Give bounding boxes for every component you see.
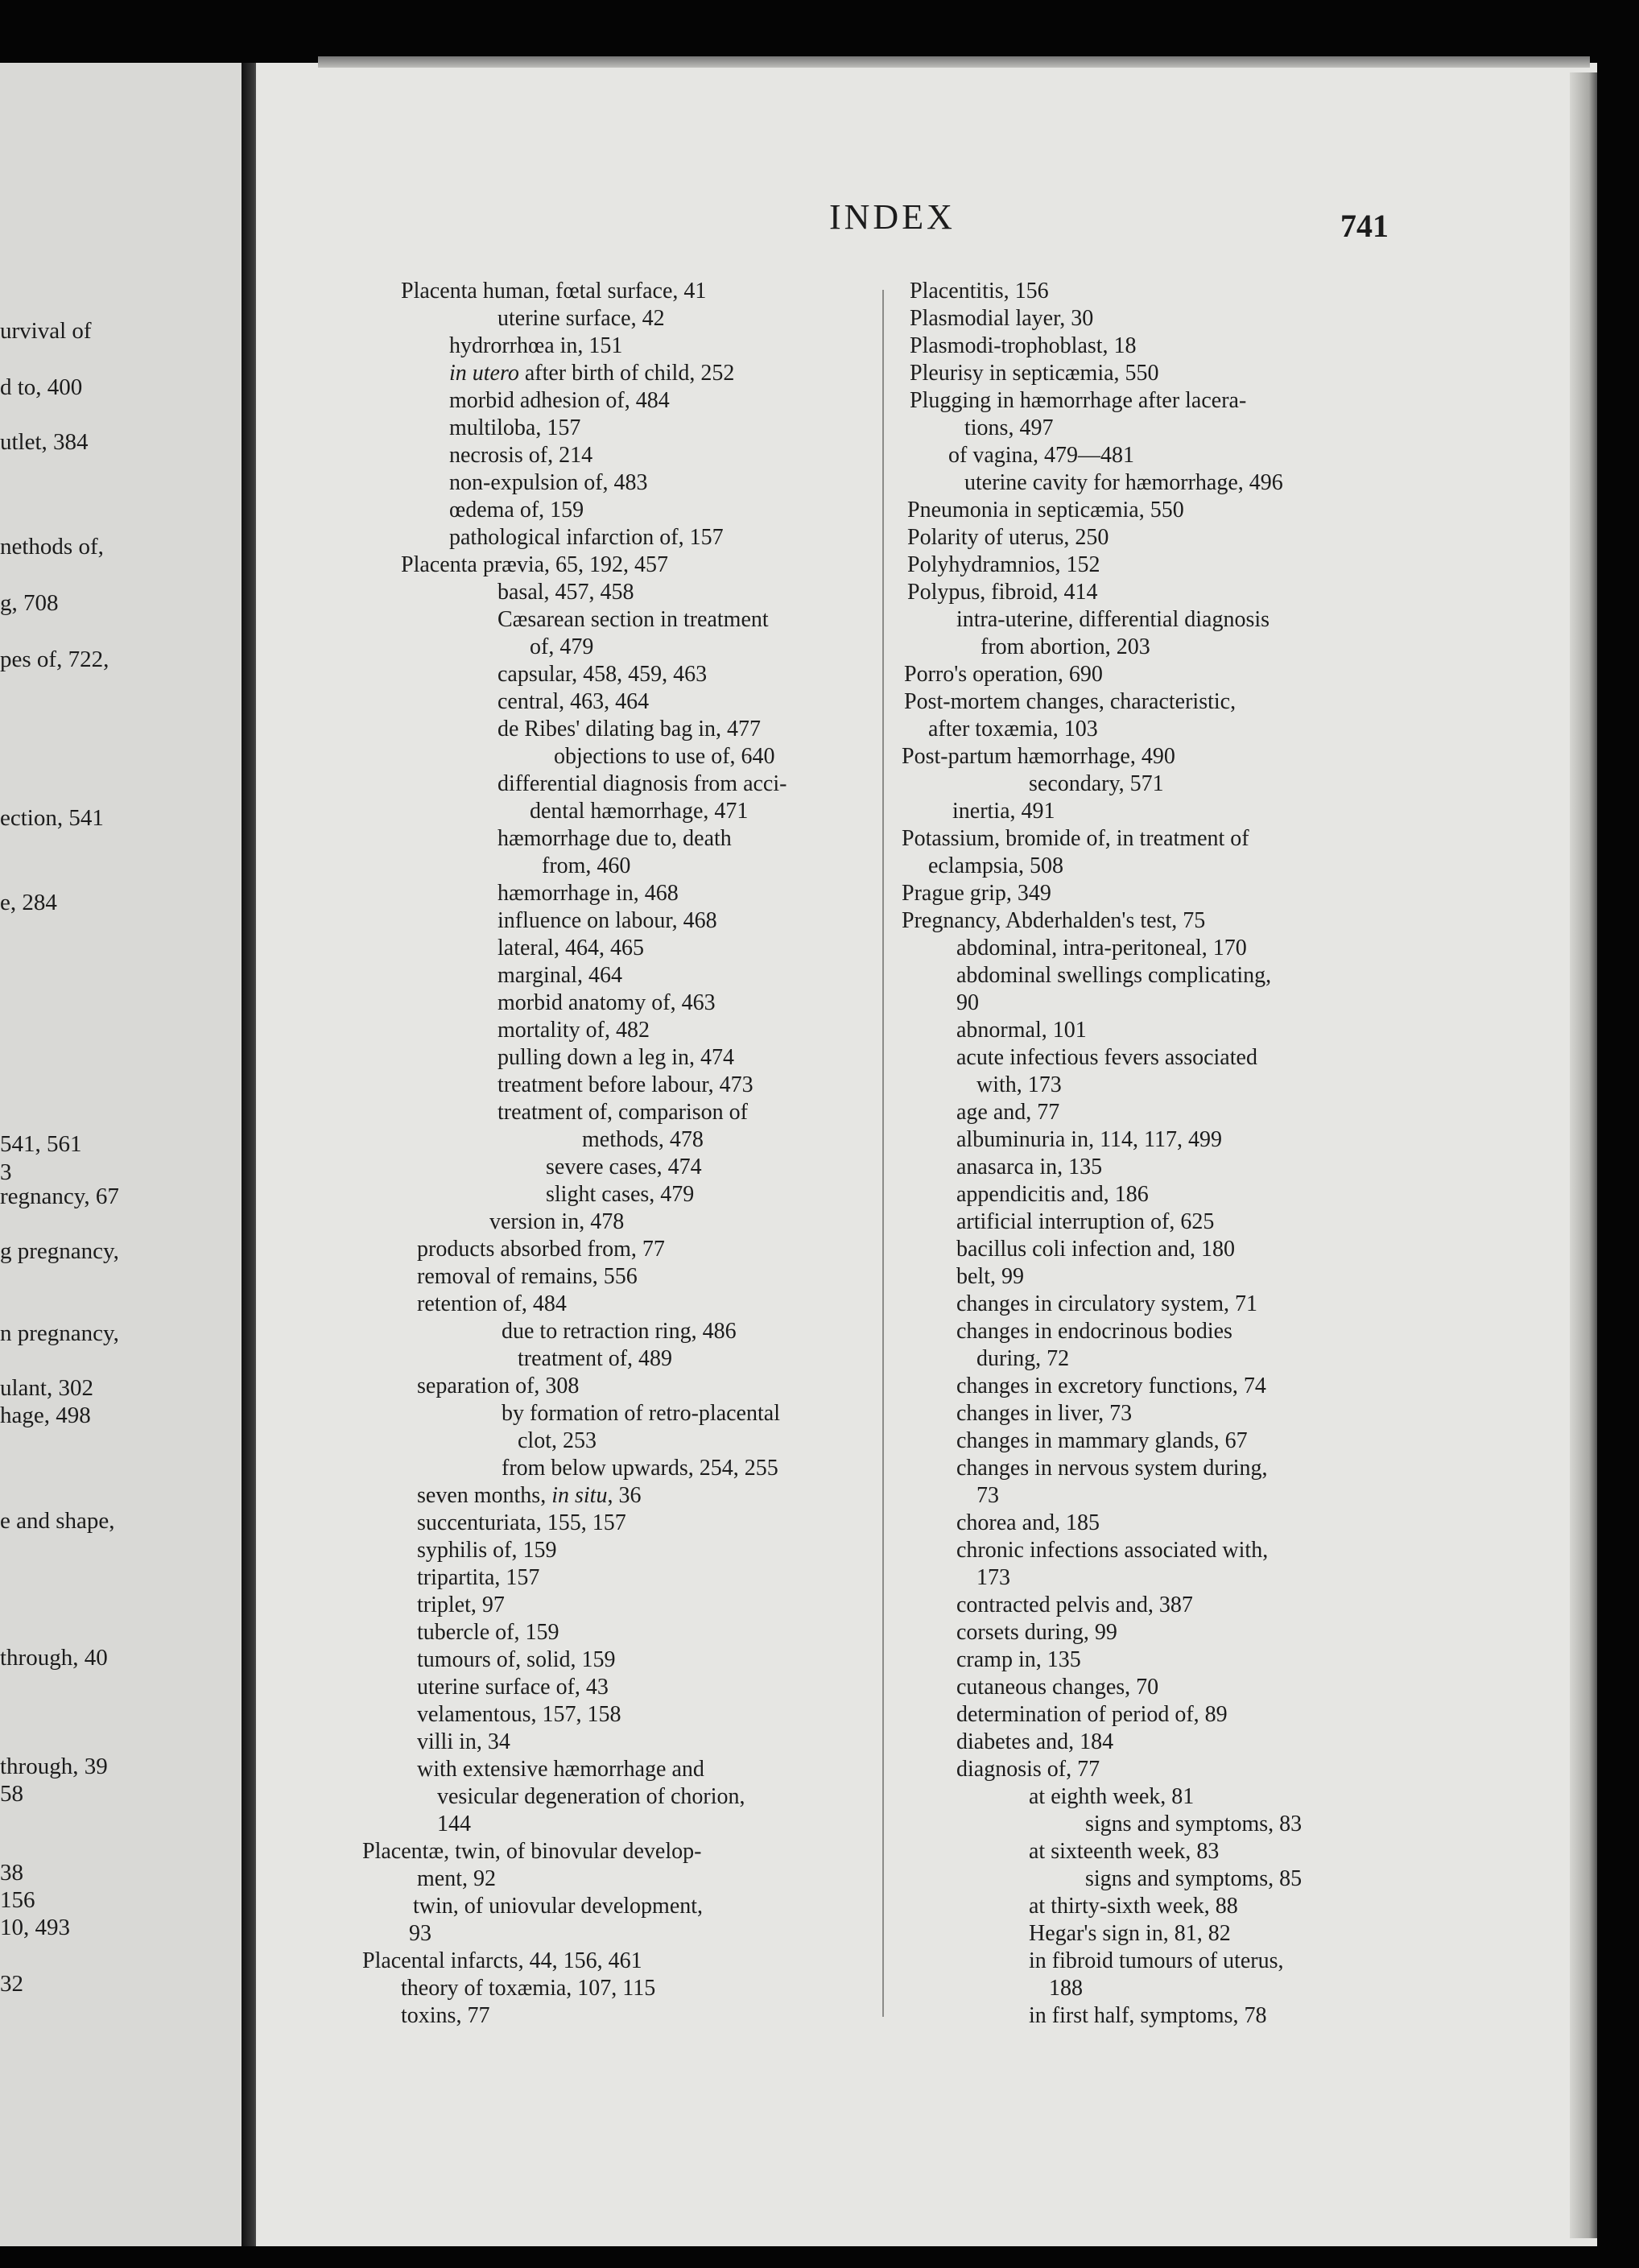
index-entry	[902, 1072, 1417, 1099]
index-entry	[902, 1646, 1417, 1674]
facing-page-fragment: 156	[0, 1887, 35, 1913]
index-entry	[902, 853, 1417, 880]
entry-text: œdema of, 159	[449, 498, 584, 523]
entry-text: vesicular degeneration of chorion,	[437, 1784, 745, 1809]
facing-page-fragment: nethods of,	[0, 534, 104, 560]
entry-text: influence on labour, 468	[497, 908, 717, 933]
entry-text: treatment before labour, 473	[497, 1072, 753, 1097]
entry-text: morbid adhesion of, 484	[449, 388, 670, 413]
facing-page-fragment: g, 708	[0, 590, 59, 616]
index-entry	[362, 1345, 869, 1373]
index-entry	[902, 278, 1417, 305]
entry-text: age and, 77	[956, 1100, 1060, 1125]
entry-text: Placenta prævia, 65, 192, 457	[401, 552, 669, 577]
index-entry	[362, 1072, 869, 1099]
entry-text: Plugging in hæmorrhage after lacera-	[910, 388, 1247, 413]
entry-text: by formation of retro-placental	[502, 1401, 780, 1426]
entry-text: changes in mammary glands, 67	[956, 1428, 1248, 1453]
entry-text: Polarity of uterus, 250	[907, 525, 1109, 550]
entry-text: changes in liver, 73	[956, 1401, 1133, 1426]
index-entry	[902, 1783, 1417, 1811]
index-entry	[362, 1865, 869, 1893]
index-entry	[902, 1756, 1417, 1783]
facing-page-fragment: n pregnancy,	[0, 1320, 119, 1346]
index-entry	[902, 1674, 1417, 1701]
entry-text: at sixteenth week, 83	[1029, 1839, 1220, 1864]
index-entry	[362, 1482, 869, 1510]
page-top-edge	[318, 56, 1590, 68]
entry-text: changes in circulatory system, 71	[956, 1291, 1258, 1316]
entry-text: with extensive hæmorrhage and	[417, 1757, 704, 1782]
entry-text: of vagina, 479—481	[948, 443, 1134, 468]
entry-text: due to retraction ring, 486	[502, 1319, 737, 1344]
facing-page-fragment: regnancy, 67	[0, 1184, 119, 1209]
running-head: INDEX	[829, 197, 956, 237]
entry-text: necrosis of, 214	[449, 443, 593, 468]
entry-text: intra-uterine, differential diagnosis	[956, 607, 1270, 632]
index-entry	[362, 1948, 869, 1975]
index-entry	[362, 552, 869, 579]
entry-text: at eighth week, 81	[1029, 1784, 1195, 1809]
index-entry	[362, 1510, 869, 1537]
entry-text: treatment of, comparison of	[497, 1100, 749, 1125]
entry-text: after birth of child, 252	[518, 361, 735, 386]
entry-text: cutaneous changes, 70	[956, 1675, 1159, 1700]
entry-text: acute infectious fevers associated	[956, 1045, 1257, 1070]
entry-text: 90	[956, 990, 979, 1015]
index-entry	[362, 1400, 869, 1427]
index-entry	[362, 853, 869, 880]
entry-text: differential diagnosis from acci-	[497, 771, 787, 796]
entry-text: signs and symptoms, 83	[1085, 1812, 1303, 1836]
entry-text: after toxæmia, 103	[928, 717, 1098, 742]
index-entry	[362, 1154, 869, 1181]
index-entry	[902, 415, 1417, 442]
index-entry	[902, 1017, 1417, 1044]
entry-text: Placentæ, twin, of binovular develop-	[362, 1839, 702, 1864]
facing-page-fragment: d to, 400	[0, 374, 83, 400]
index-entry	[362, 1236, 869, 1263]
index-entry	[902, 1154, 1417, 1181]
index-entry	[902, 1482, 1417, 1510]
index-entry	[362, 1920, 869, 1948]
entry-text: version in, 478	[489, 1209, 625, 1234]
entry-text: changes in endocrinous bodies	[956, 1319, 1232, 1344]
entry-text: hæmorrhage in, 468	[497, 881, 679, 906]
entry-text: lateral, 464, 465	[497, 936, 644, 960]
index-entry	[902, 552, 1417, 579]
entry-text: seven months,	[417, 1483, 552, 1508]
index-entry	[902, 634, 1417, 661]
index-entry	[362, 1537, 869, 1564]
index-entry	[362, 1592, 869, 1619]
index-entry	[902, 442, 1417, 469]
entry-text: from, 460	[542, 853, 631, 878]
entry-tail: , 36	[607, 1483, 642, 1508]
entry-text: toxins, 77	[401, 2003, 490, 2028]
facing-page-fragment: e and shape,	[0, 1508, 115, 1534]
entry-text: Post-mortem changes, characteristic,	[904, 689, 1236, 714]
index-entry	[362, 1646, 869, 1674]
index-entry	[902, 1455, 1417, 1482]
index-entry	[362, 2002, 869, 2030]
facing-page-fragment: utlet, 384	[0, 429, 89, 455]
entry-text: Cæsarean section in treatment	[497, 607, 769, 632]
entry-text: twin, of uniovular development,	[413, 1894, 704, 1919]
entry-text: morbid anatomy of, 463	[497, 990, 716, 1015]
index-entry	[362, 825, 869, 853]
entry-text: Plasmodial layer, 30	[910, 306, 1094, 331]
entry-text: 73	[976, 1483, 999, 1508]
entry-text: Placentitis, 156	[910, 279, 1049, 304]
facing-page-fragment: 58	[0, 1781, 23, 1807]
entry-text: dental hæmorrhage, 471	[530, 799, 749, 824]
index-entry	[362, 1291, 869, 1318]
entry-text: Prague grip, 349	[902, 881, 1051, 906]
facing-page-fragment: 32	[0, 1971, 23, 1997]
entry-text: contracted pelvis and, 387	[956, 1593, 1193, 1617]
entry-text: products absorbed from, 77	[417, 1237, 665, 1262]
index-entry	[902, 1537, 1417, 1564]
index-entry	[902, 880, 1417, 907]
entry-text: methods, 478	[582, 1127, 704, 1152]
facing-page-fragment: e, 284	[0, 890, 57, 915]
facing-page-fragment: 10, 493	[0, 1915, 70, 1940]
index-entry	[362, 1811, 869, 1838]
entry-text: tions, 497	[964, 415, 1054, 440]
index-entry	[902, 1838, 1417, 1865]
index-entry	[902, 1208, 1417, 1236]
index-entry	[902, 1236, 1417, 1263]
entry-text: determination of period of, 89	[956, 1702, 1228, 1727]
index-entry	[902, 1345, 1417, 1373]
index-entry	[362, 661, 869, 688]
index-entry	[902, 1044, 1417, 1072]
entry-text: non-expulsion of, 483	[449, 470, 648, 495]
entry-text: during, 72	[976, 1346, 1070, 1371]
entry-text: from abortion, 203	[981, 634, 1150, 659]
facing-page-fragment: hage, 498	[0, 1403, 91, 1428]
index-entry	[902, 798, 1417, 825]
index-entry	[902, 1263, 1417, 1291]
entry-text: chronic infections associated with,	[956, 1538, 1269, 1563]
index-entry	[362, 415, 869, 442]
index-entry	[902, 387, 1417, 415]
entry-text: abdominal swellings complicating,	[956, 963, 1272, 988]
index-entry	[902, 1126, 1417, 1154]
column-divider	[882, 290, 884, 2017]
entry-text: treatment of, 489	[518, 1346, 673, 1371]
entry-text: marginal, 464	[497, 963, 623, 988]
index-entry	[902, 1291, 1417, 1318]
index-entry	[362, 442, 869, 469]
entry-text: ment, 92	[417, 1866, 496, 1891]
index-entry	[362, 1181, 869, 1208]
entry-text: diabetes and, 184	[956, 1729, 1114, 1754]
index-entry	[362, 1427, 869, 1455]
index-entry	[362, 1017, 869, 1044]
index-entry	[362, 716, 869, 743]
entry-text: uterine surface of, 43	[417, 1675, 609, 1700]
index-entry	[362, 387, 869, 415]
index-entry	[362, 688, 869, 716]
entry-text: in first half, symptoms, 78	[1029, 2003, 1267, 2028]
entry-text: belt, 99	[956, 1264, 1024, 1289]
entry-text: Placenta human, fœtal surface, 41	[401, 279, 707, 304]
index-entry	[902, 1510, 1417, 1537]
facing-page-fragment: g pregnancy,	[0, 1238, 119, 1264]
index-entry	[362, 1373, 869, 1400]
entry-text: chorea and, 185	[956, 1510, 1100, 1535]
index-entry	[362, 1564, 869, 1592]
entry-text: Post-partum hæmorrhage, 490	[902, 744, 1175, 769]
entry-text: from below upwards, 254, 255	[502, 1456, 778, 1481]
index-entry	[902, 579, 1417, 606]
index-entry	[902, 688, 1417, 716]
page-right-edge	[1570, 72, 1597, 2238]
entry-text: eclampsia, 508	[928, 853, 1063, 878]
index-entry	[902, 1318, 1417, 1345]
entry-text: anasarca in, 135	[956, 1155, 1103, 1179]
index-entry	[362, 305, 869, 333]
index-entry	[902, 770, 1417, 798]
entry-text: appendicitis and, 186	[956, 1182, 1149, 1207]
entry-text: corsets during, 99	[956, 1620, 1117, 1645]
facing-page-fragment: ection, 541	[0, 805, 104, 831]
entry-text: artificial interruption of, 625	[956, 1209, 1215, 1234]
entry-text: villi in, 34	[417, 1729, 510, 1754]
entry-text: central, 463, 464	[497, 689, 650, 714]
entry-text: Porro's operation, 690	[904, 662, 1103, 687]
entry-text: Pregnancy, Abderhalden's test, 75	[902, 908, 1206, 933]
index-entry	[362, 1975, 869, 2002]
index-entry	[902, 1948, 1417, 1975]
index-entry	[362, 1783, 869, 1811]
index-entry	[362, 743, 869, 770]
index-entry	[902, 333, 1417, 360]
entry-text: Placental infarcts, 44, 156, 461	[362, 1948, 642, 1973]
index-column-left	[362, 278, 869, 2030]
entry-text: syphilis of, 159	[417, 1538, 557, 1563]
italic-term: in situ	[551, 1483, 608, 1508]
index-entry	[902, 1729, 1417, 1756]
index-entry	[902, 1099, 1417, 1126]
facing-page-fragment: through, 40	[0, 1645, 108, 1671]
entry-text: basal, 457, 458	[497, 580, 634, 605]
facing-page-fragment: through, 39	[0, 1754, 108, 1779]
entry-text: abdominal, intra-peritoneal, 170	[956, 936, 1247, 960]
index-entry	[902, 2002, 1417, 2030]
entry-text: 173	[976, 1565, 1010, 1590]
index-entry	[362, 497, 869, 524]
entry-text: 144	[437, 1812, 471, 1836]
index-entry	[362, 1099, 869, 1126]
entry-text: severe cases, 474	[546, 1155, 702, 1179]
index-entry	[902, 1564, 1417, 1592]
index-entry	[902, 1701, 1417, 1729]
entry-text: uterine cavity for hæmorrhage, 496	[964, 470, 1283, 495]
entry-text: pathological infarction of, 157	[449, 525, 724, 550]
index-entry	[902, 1592, 1417, 1619]
index-entry	[362, 1674, 869, 1701]
index-entry	[902, 907, 1417, 935]
entry-text: mortality of, 482	[497, 1018, 650, 1043]
index-entry	[362, 1208, 869, 1236]
index-entry	[362, 1455, 869, 1482]
index-entry	[362, 606, 869, 634]
index-entry	[902, 1811, 1417, 1838]
entry-text: bacillus coli infection and, 180	[956, 1237, 1236, 1262]
index-entry	[902, 1181, 1417, 1208]
index-entry	[362, 907, 869, 935]
entry-text: of, 479	[530, 634, 594, 659]
entry-text: in fibroid tumours of uterus,	[1029, 1948, 1284, 1973]
index-entry	[362, 1756, 869, 1783]
index-entry	[902, 1893, 1417, 1920]
entry-text: Potassium, bromide of, in treatment of	[902, 826, 1249, 851]
entry-text: hydrorrhœa in, 151	[449, 333, 623, 358]
index-entry	[362, 798, 869, 825]
index-entry	[362, 278, 869, 305]
index-entry	[902, 661, 1417, 688]
index-entry	[902, 743, 1417, 770]
entry-text: at thirty-sixth week, 88	[1029, 1894, 1238, 1919]
index-entry	[362, 469, 869, 497]
index-entry	[902, 305, 1417, 333]
index-entry	[362, 634, 869, 661]
entry-text: 93	[409, 1921, 431, 1946]
index-entry	[902, 524, 1417, 552]
entry-text: uterine surface, 42	[497, 306, 665, 331]
index-entry	[362, 1044, 869, 1072]
entry-text: diagnosis of, 77	[956, 1757, 1100, 1782]
entry-text: abnormal, 101	[956, 1018, 1087, 1043]
entry-text: tripartita, 157	[417, 1565, 540, 1590]
entry-text: velamentous, 157, 158	[417, 1702, 621, 1727]
entry-text: signs and symptoms, 85	[1085, 1866, 1303, 1891]
entry-text: triplet, 97	[417, 1593, 505, 1617]
entry-text: changes in nervous system during,	[956, 1456, 1268, 1481]
page-number: 741	[1340, 208, 1389, 244]
index-entry	[362, 1838, 869, 1865]
entry-text: separation of, 308	[417, 1374, 580, 1398]
index-entry	[902, 606, 1417, 634]
entry-text: pulling down a leg in, 474	[497, 1045, 734, 1070]
index-entry	[902, 1400, 1417, 1427]
entry-text: albuminuria in, 114, 117, 499	[956, 1127, 1222, 1152]
index-entry	[902, 1920, 1417, 1948]
index-entry	[362, 1729, 869, 1756]
index-column-right	[902, 278, 1417, 2030]
entry-text: clot, 253	[518, 1428, 597, 1453]
entry-text: de Ribes' dilating bag in, 477	[497, 717, 762, 742]
facing-page-fragment: ulant, 302	[0, 1375, 93, 1401]
entry-text: Polypus, fibroid, 414	[907, 580, 1098, 605]
entry-text: Pneumonia in septicæmia, 550	[907, 498, 1184, 523]
entry-text: secondary, 571	[1029, 771, 1164, 796]
entry-text: capsular, 458, 459, 463	[497, 662, 708, 687]
entry-text: with, 173	[976, 1072, 1062, 1097]
italic-term: in utero	[449, 361, 519, 386]
index-entry	[902, 497, 1417, 524]
entry-text: multiloba, 157	[449, 415, 581, 440]
entry-text: changes in excretory functions, 74	[956, 1374, 1266, 1398]
index-entry	[902, 1975, 1417, 2002]
facing-page-fragment: 38	[0, 1860, 23, 1886]
facing-page	[0, 63, 242, 2246]
index-entry	[902, 469, 1417, 497]
index-entry	[902, 989, 1417, 1017]
index-entry	[902, 1865, 1417, 1893]
index-entry	[902, 825, 1417, 853]
index-entry	[362, 1701, 869, 1729]
facing-page-fragment: urvival of	[0, 318, 92, 344]
entry-text: theory of toxæmia, 107, 115	[401, 1976, 656, 2001]
entry-text: objections to use of, 640	[554, 744, 775, 769]
index-entry	[362, 1893, 869, 1920]
entry-text: slight cases, 479	[546, 1182, 695, 1207]
entry-text: cramp in, 135	[956, 1647, 1081, 1672]
index-entry	[362, 935, 869, 962]
index-entry	[902, 1619, 1417, 1646]
index-entry	[362, 880, 869, 907]
index-entry	[362, 360, 869, 387]
entry-text: Polyhydramnios, 152	[907, 552, 1100, 577]
entry-text: succenturiata, 155, 157	[417, 1510, 626, 1535]
entry-text: tubercle of, 159	[417, 1620, 559, 1645]
index-entry	[362, 962, 869, 989]
entry-text: retention of, 484	[417, 1291, 567, 1316]
entry-text: inertia, 491	[952, 799, 1055, 824]
index-entry	[362, 770, 869, 798]
facing-page-fragment: pes of, 722,	[0, 647, 109, 672]
index-entry	[902, 1373, 1417, 1400]
index-entry	[362, 1619, 869, 1646]
facing-page-fragment: 541, 561	[0, 1131, 82, 1157]
entry-text: removal of remains, 556	[417, 1264, 638, 1289]
index-entry	[902, 360, 1417, 387]
index-entry	[902, 1427, 1417, 1455]
facing-page-fragment: 3	[0, 1159, 12, 1185]
entry-text: Hegar's sign in, 81, 82	[1029, 1921, 1231, 1946]
index-entry	[362, 333, 869, 360]
entry-text: Pleurisy in septicæmia, 550	[910, 361, 1159, 386]
entry-text: Plasmodi-trophoblast, 18	[910, 333, 1137, 358]
index-entry	[362, 579, 869, 606]
entry-text: 188	[1049, 1976, 1083, 2001]
index-entry	[362, 524, 869, 552]
entry-text: hæmorrhage due to, death	[497, 826, 732, 851]
index-entry	[902, 935, 1417, 962]
entry-text: tumours of, solid, 159	[417, 1647, 616, 1672]
index-entry	[362, 1126, 869, 1154]
index-entry	[362, 1318, 869, 1345]
index-entry	[362, 989, 869, 1017]
index-entry	[902, 962, 1417, 989]
index-entry	[902, 716, 1417, 743]
index-entry	[362, 1263, 869, 1291]
